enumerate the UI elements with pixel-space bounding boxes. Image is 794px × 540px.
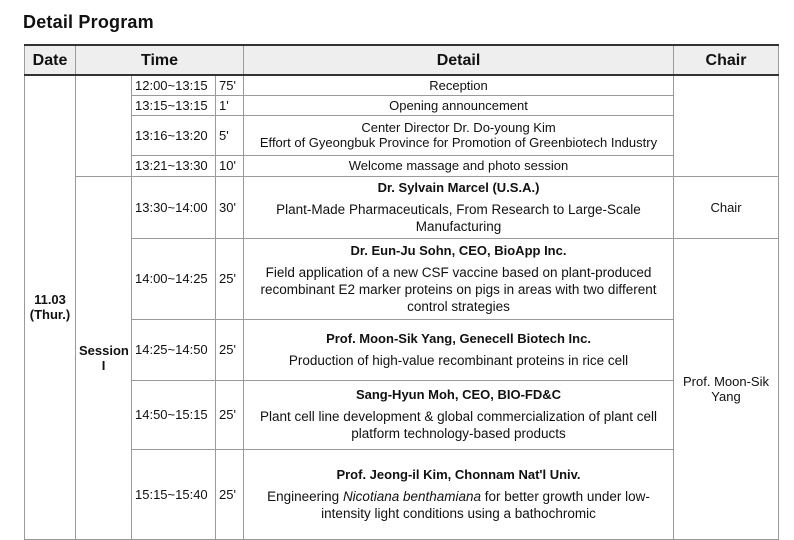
detail-cell [244, 95, 674, 115]
talk-title [247, 488, 670, 522]
speaker-name: Dr. Sylvain Marcel (U.S.A.) [377, 179, 540, 195]
time-cell: 13:30~14:00 [132, 176, 216, 238]
speaker-name: Prof. Moon-Sik Yang, Genecell Biotech Inc. [326, 330, 591, 346]
talk-title: Plant cell line development & global commercialization of plant cell platform technology-based products [260, 409, 657, 441]
table-row [25, 115, 779, 155]
talk-title-species: Nicotiana benthamiana [342, 488, 482, 504]
table-row [25, 176, 779, 238]
pre-session-cell [76, 75, 132, 176]
time-cell: 14:00~14:25 [132, 238, 216, 319]
date-weekday: (Thur.) [29, 307, 71, 323]
table-row [25, 238, 779, 319]
talk-title: Plant-Made Pharmaceuticals, From Research to Large-Scale Manufacturing [276, 201, 641, 234]
duration-cell: 1' [216, 95, 244, 115]
detail-cell [244, 238, 674, 319]
chair-cell: Prof. Moon-Sik Yang [674, 238, 779, 539]
talk-title: Production of high-value recombinant proteins in rice cell [288, 352, 629, 368]
talk-title-part: for better growth under low-intensity light conditions using a bathochromic [321, 488, 650, 521]
talk-title: Field application of a new CSF vaccine based on plant-produced recombinant E2 marker proteins on pigs in areas with two different control strategies [260, 264, 657, 314]
header-detail: Detail [244, 45, 674, 75]
page-title: Detail Program [23, 12, 154, 32]
time-cell: 13:16~13:20 [132, 115, 216, 155]
header-row [25, 45, 779, 75]
detail-cell [244, 176, 674, 238]
header-chair: Chair [674, 45, 779, 75]
speaker-name: Prof. Jeong-il Kim, Chonnam Nat'l Univ. [336, 466, 581, 482]
table-row [25, 319, 779, 380]
talk-title-part: Engineering [267, 488, 343, 504]
speaker-name: Sang-Hyun Moh, CEO, BIO-FD&C [355, 387, 562, 402]
chair-empty-cell [674, 75, 779, 176]
detail-text: Effort of Gyeongbuk Province for Promotion of Greenbiotech Industry [259, 135, 658, 150]
time-cell: 14:25~14:50 [132, 319, 216, 380]
detail-cell [244, 449, 674, 539]
duration-cell: 25' [216, 238, 244, 319]
chair-cell: Chair [674, 176, 779, 238]
time-cell: 14:50~15:15 [132, 380, 216, 449]
detail-text: Reception [429, 77, 488, 93]
session-label: Session [79, 342, 129, 358]
duration-cell: 10' [216, 155, 244, 176]
date-day: 11.03 [34, 292, 66, 308]
duration-cell: 5' [216, 115, 244, 155]
duration-cell: 25' [216, 449, 244, 539]
time-cell: 13:15~13:15 [132, 95, 216, 115]
time-cell: 12:00~13:15 [132, 75, 216, 95]
duration-cell: 25' [216, 380, 244, 449]
detail-cell [244, 115, 674, 155]
detail-text: Opening announcement [389, 97, 528, 113]
duration-cell: 30' [216, 176, 244, 238]
session-number: I [101, 357, 106, 373]
time-cell: 13:21~13:30 [132, 155, 216, 176]
duration-cell: 75' [216, 75, 244, 95]
speaker-name: Dr. Eun-Ju Sohn, CEO, BioApp Inc. [350, 242, 567, 258]
detail-cell [244, 319, 674, 380]
session-cell [76, 176, 132, 539]
table-row [25, 155, 779, 176]
detail-text: Welcome massage and photo session [348, 158, 569, 173]
table-row [25, 95, 779, 115]
detail-cell [244, 380, 674, 449]
detail-cell [244, 75, 674, 95]
table-row [25, 75, 779, 95]
date-cell [25, 75, 76, 539]
table-row [25, 380, 779, 449]
header-time: Time [76, 45, 244, 75]
duration-cell: 25' [216, 319, 244, 380]
time-cell: 15:15~15:40 [132, 449, 216, 539]
program-table [24, 44, 779, 540]
detail-cell [244, 155, 674, 176]
detail-text: Center Director Dr. Do-young Kim [361, 120, 556, 135]
table-row [25, 449, 779, 539]
header-date: Date [25, 45, 76, 75]
